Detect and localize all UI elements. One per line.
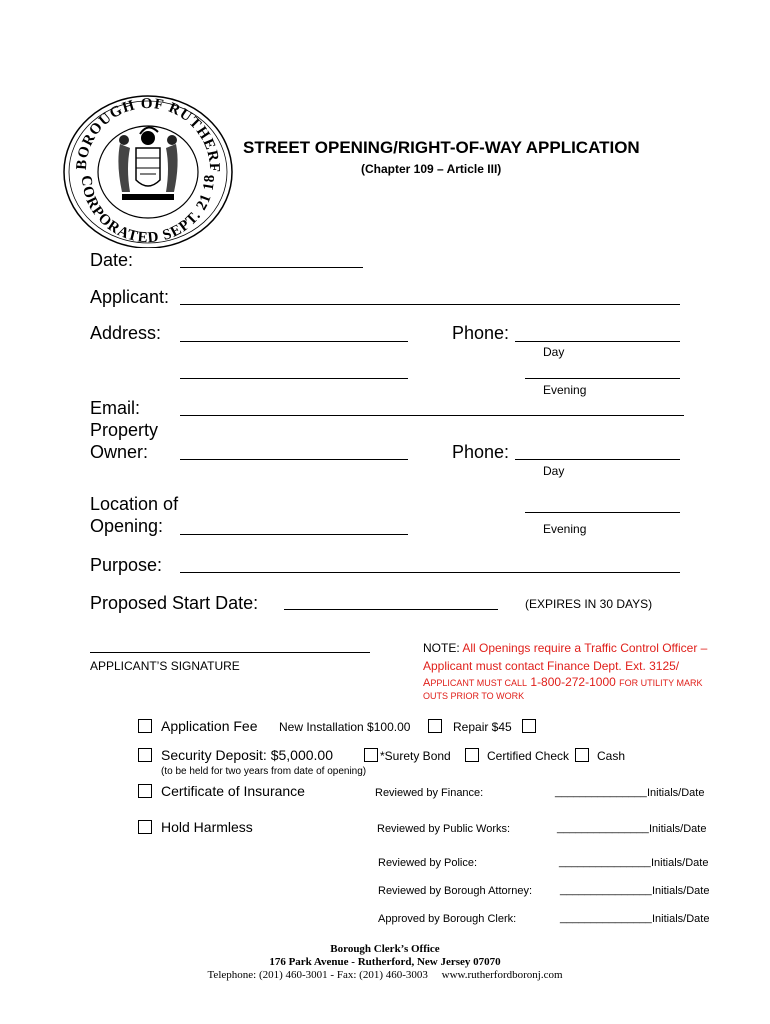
owner-phone-evening-label: Evening (543, 522, 587, 536)
start-date-field[interactable] (284, 609, 498, 610)
owner-phone-day-field[interactable] (515, 459, 680, 460)
note-prefix: NOTE: (423, 641, 460, 655)
note-text-4: OUTS PRIOR TO WORK (423, 691, 525, 701)
note-a: A (423, 677, 431, 689)
owner-phone-label: Phone: (452, 442, 510, 462)
signature-label: APPLICANT’S SIGNATURE (90, 659, 240, 673)
hold-harmless-label: Hold Harmless (161, 819, 253, 835)
security-deposit-checkbox[interactable] (138, 748, 152, 762)
purpose-field[interactable] (180, 572, 680, 573)
svg-text:THE BOROUGH OF RUTHERFORD: BOROUGH OF RUTHERF (73, 95, 223, 174)
review-clerk-blank[interactable]: _______________ (560, 912, 652, 924)
phone-evening-field[interactable] (525, 378, 680, 379)
review-attorney-initials: Initials/Date (652, 885, 710, 897)
owner-phone-evening-field[interactable] (525, 512, 680, 513)
note-text-3 (423, 675, 702, 689)
footer-office: Borough Clerk’s Office (330, 943, 440, 955)
review-attorney-blank[interactable]: _______________ (560, 884, 652, 896)
insurance-checkbox[interactable] (138, 784, 152, 798)
cash-label: Cash (597, 749, 626, 763)
deposit-note: (to be held for two years from date of opening) (161, 766, 367, 777)
review-finance-initials: Initials/Date (647, 787, 705, 799)
note-phone: 1-800-272-1000 (530, 675, 616, 689)
phone-label: Phone: (452, 323, 510, 343)
phone-day-label: Day (543, 345, 565, 359)
start-date-label: Proposed Start Date: (90, 593, 259, 613)
note-b: PPLICANT MUST CALL (430, 678, 528, 688)
review-police-blank[interactable]: _______________ (559, 856, 651, 868)
email-field[interactable] (180, 415, 684, 416)
review-clerk-label: Approved by Borough Clerk: (378, 913, 517, 925)
location-field[interactable] (180, 534, 408, 535)
footer-address: 176 Park Avenue - Rutherford, New Jersey 07070 (269, 956, 501, 968)
application-fee-checkbox[interactable] (138, 719, 152, 733)
address-field-2[interactable] (180, 378, 408, 379)
owner-phone-day-label: Day (543, 464, 565, 478)
note-line-1: All Openings require a Traffic Control Officer – (462, 641, 708, 655)
note-text-1 (423, 641, 707, 655)
certified-check-label: Certified Check (487, 749, 570, 763)
new-installation-checkbox[interactable] (428, 719, 442, 733)
review-finance-label: Reviewed by Finance: (375, 787, 484, 799)
review-police-label: Reviewed by Police: (378, 857, 478, 869)
security-deposit-label: Security Deposit: $5,000.00 (161, 747, 333, 763)
applicant-field[interactable] (180, 304, 680, 305)
applicant-label: Applicant: (90, 287, 170, 307)
surety-bond-checkbox[interactable] (364, 748, 378, 762)
review-publicworks-initials: Initials/Date (649, 823, 707, 835)
owner-label: Owner: (90, 442, 149, 462)
footer-contact: Telephone: (201) 460-3001 - Fax: (201) 460-3003 www.rutherfordboronj.com (207, 969, 563, 981)
insurance-label: Certificate of Insurance (161, 783, 305, 799)
page-subtitle: (Chapter 109 – Article III) (361, 162, 502, 176)
expires-note: (EXPIRES IN 30 DAYS) (525, 597, 653, 611)
phone-day-field[interactable] (515, 341, 680, 342)
address-field-1[interactable] (180, 341, 408, 342)
surety-bond-label: *Surety Bond (380, 749, 451, 763)
repair-checkbox[interactable] (522, 719, 536, 733)
borough-seal (60, 88, 236, 248)
location-label-1: Location of (90, 494, 179, 514)
svg-text:INCORPORATED SEPT. 21 1881: CORPORATED SEPT. 21 18 (77, 173, 219, 247)
location-label-2: Opening: (90, 516, 164, 536)
review-police-initials: Initials/Date (651, 857, 709, 869)
review-finance-blank[interactable]: _______________ (555, 786, 647, 798)
cash-checkbox[interactable] (575, 748, 589, 762)
owner-field[interactable] (180, 459, 408, 460)
page-title: STREET OPENING/RIGHT-OF-WAY APPLICATION (243, 138, 640, 157)
date-label: Date: (90, 250, 134, 270)
signature-field[interactable] (90, 652, 370, 653)
review-publicworks-blank[interactable]: _______________ (557, 822, 649, 834)
note-text-2: Applicant must contact Finance Dept. Ext. 3125/ (423, 659, 680, 673)
new-installation-label: New Installation $100.00 (279, 720, 411, 734)
purpose-label: Purpose: (90, 555, 163, 575)
email-label: Email: (90, 398, 141, 418)
date-field[interactable] (180, 267, 363, 268)
address-label: Address: (90, 323, 162, 343)
review-clerk-initials: Initials/Date (652, 913, 710, 925)
review-publicworks-label: Reviewed by Public Works: (377, 823, 511, 835)
property-label: Property (90, 420, 159, 440)
certified-check-checkbox[interactable] (465, 748, 479, 762)
note-d: FOR UTILITY MARK (619, 678, 703, 688)
repair-label: Repair $45 (453, 720, 512, 734)
hold-harmless-checkbox[interactable] (138, 820, 152, 834)
review-attorney-label: Reviewed by Borough Attorney: (378, 885, 533, 897)
application-fee-label: Application Fee (161, 718, 258, 734)
phone-evening-label: Evening (543, 383, 587, 397)
